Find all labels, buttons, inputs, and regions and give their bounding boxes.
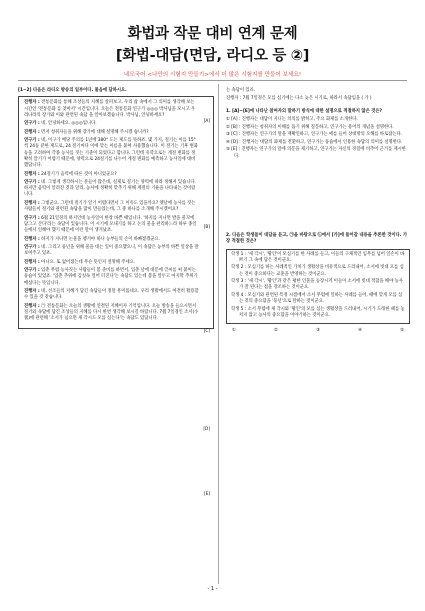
speaker-label: 진행자 : xyxy=(24,100,42,106)
dialogue-line xyxy=(24,289,199,302)
answer-choices xyxy=(226,328,410,334)
dialogue-line xyxy=(24,180,199,199)
page-number: - 1 - xyxy=(207,586,218,592)
passage-continuation: 는 속담이 있죠. xyxy=(226,88,256,93)
speaker-label: 연구가 : xyxy=(24,268,42,274)
dialogue-text: 그렇군요. 그런데 절기가 알기 어렵다면서 그 이유도 있을까요? 옛날에 농사를 짓는 사람들이 절기와 관련된 속담을 많이 만들었는데, 그 중 하나를 소개해 주시겠어요? xyxy=(24,200,196,213)
speaker-label: 진행자 : xyxy=(24,171,42,177)
dialogue-line xyxy=(24,130,199,136)
dialogue-line xyxy=(24,100,199,119)
choice-2[interactable]: ② xyxy=(274,327,278,333)
dialogue-line xyxy=(24,245,199,258)
dialogue-line xyxy=(24,138,199,169)
left-column xyxy=(18,88,214,498)
dialogue-text: ㉠ 전통문화는 오늘의 생활에 연결된 지혜이자 기억입니다. 오늘 방송을 들으시면서 절기와 속담에 담긴 조상들의 지혜를 다시 한번 생각해 보시길 바랍니다. 7월 7일경인 소서(小暑)에 관련해 '소서가 넘으면 새 각시도 모를 심는다'는 속담도 있답니다. xyxy=(24,303,199,322)
question-2-stem: 2. 다음은 학생들이 대담을 듣고, ㉠을 바탕으로 ㉡에서 [가]에 들어갈 내용을 추론한 것이다. 가장 적절한 것은? xyxy=(226,233,407,245)
student-statement: 학생 5 : 소서 무렵에 새 각시와 '황인'의 모를 심는 생활상을 드러내어, 시기가 도래한 때를 놓치지 않고 농사의 중요함을 이야기하는 것이군요. xyxy=(231,306,405,319)
page-title: 화법과 작문 대비 연계 문제 xyxy=(127,26,298,42)
section-label: [C] xyxy=(203,329,210,335)
column-divider xyxy=(218,84,219,584)
dialogue-text: 24절기가 음력에 따른 것이 아니었군요? xyxy=(41,171,117,177)
student-statement: 학생 3 : '새 각시', '황인'과 같은 평한 인물을 등장시켜 이들이 소서에 빗대 적합을 해야 농사가 잘 된다는 점을 강조하는 것이군요. xyxy=(231,279,403,291)
speaker-label: 진행자 : xyxy=(24,236,42,242)
student-statement: 학생 4 : 모심기와 관련된 특정 시점에서 소서 무렵에 일하는 사례를 들어, 때에 맞게 모를 심는 것의 중요함을 '풍년'으로 말하는 것이군요. xyxy=(231,293,403,305)
dialogue-text: 입춘 무렵 농사짓는 사람들이 봄 준비를 하면서, 입춘 날에 대문에 글씨를 써 붙이는 풍습이 있었죠. '입춘 추위에 김칫독 얼어 터진다'는 속담도 있는데 봄을 앞두고 마지막 추위가 매섭다는 뜻입니다. xyxy=(24,268,198,286)
speaker-label: 진행자 : xyxy=(24,303,42,309)
speaker-label: 진행자 : xyxy=(24,200,42,206)
speaker-label: 연구가 : xyxy=(24,244,42,250)
page-subtitle-heading: [화법-대담(면담, 라디오 등 ②] xyxy=(115,48,310,64)
question-1-stem: 1. [A]~[E]에 나타난 참여자의 말하기 방식에 대한 설명으로 적절하지 않은 것은? xyxy=(226,108,383,114)
passage-continuation-2: 진행자 : 7월 7일경은 모를 심기에는 다소 늦은 시기로, 따라서 속담임을 ( 가 ) xyxy=(226,96,372,102)
answer-option: ④ [D] : 진행자는 대담의 화제를 전환하고, 연구가는 풍습에서 인용한 속담의 의미를 설명한다. xyxy=(226,139,403,145)
dialogue-text: 네, 안녕하세요. ◎◎◎입니다. xyxy=(41,121,97,127)
question-group-heading: [1~2] 다음은 라디오 방송의 일부이다. 물음에 답하시오. xyxy=(18,88,127,93)
section-label: [E] xyxy=(203,492,210,498)
speaker-label: 연구가 : xyxy=(24,179,42,185)
dialogue-text: 네. 그리고 풍년을 위해 물을 대는 일이 중요했으니, 이 속담은 농부의 바쁜 일상을 잘 보여주고 있죠. xyxy=(24,244,199,257)
section-label: [D] xyxy=(203,427,210,433)
dialogue-line xyxy=(24,260,199,266)
section-label: [A] xyxy=(203,119,210,125)
answer-option: ⑤ [E] : 진행자는 연구가의 말에 의문을 제기하고, 연구가는 자신의 경험에 비추어 근거를 제시한다. xyxy=(226,147,406,159)
dialogue-line xyxy=(24,268,199,287)
header-divider xyxy=(18,80,407,81)
dialogue-line xyxy=(24,201,199,214)
dialogue-text: 아니요. 또 없어졌는데 무슨 뜻인지 설명해 주세요. xyxy=(41,259,136,265)
right-column xyxy=(226,88,410,334)
promo-text: 네모국어 <나만의 시험지 만들기>에서 더 많은 시험지를 만들어 보세요! xyxy=(123,72,302,78)
speaker-label: 연구가 : xyxy=(24,138,42,144)
question-2-box xyxy=(226,249,410,324)
choice-1[interactable]: ① xyxy=(232,327,236,333)
choice-3[interactable]: ③ xyxy=(316,327,320,333)
speaker-label: 진행자 : xyxy=(24,289,42,294)
answer-option: ② [B] : 진행자는 청취자의 이해를 돕기 위해 질문하고, 연구가는 용어의 개념을 설명한다. xyxy=(226,124,394,130)
dialogue-line xyxy=(24,237,199,243)
question-1-options xyxy=(226,117,410,160)
dialogue-text: 네, 선조들의 지혜가 담긴 속담들이 정말 흥미롭네요. 우리 생활에서도 여전히 활용할 수 있을 것 같습니다. xyxy=(24,289,199,301)
speaker-label: 진행자 : xyxy=(24,129,42,135)
dialogue-line xyxy=(24,216,199,235)
dialogue-text: 네, 이구가 배당 주의를 1년에 380° 도는 제도를 뜻하죠. 몇 가지, 절기는 이를 15°씩 24등 분한 제도로, 24 절기마다 이에 맞는 이름을 붙여 사용했습니다. 이 절기는 기후 변화 등을 고려하여 각종 농사를 짓는 기준이 되었다고 합니다. 그런데 유학으로는 계절 변화를 정확히 알기가 어렵기 때문에, 양력으로 24절기를 나누어 계절 변화를 예측하고 농사일에 대비했답니다. xyxy=(24,138,198,169)
dialogue-line xyxy=(24,121,199,127)
speaker-label: 연구가 : xyxy=(24,121,42,127)
dialogue-text: 전통문화를 통해 조상들의 지혜를 살펴보고, 우리 삶 속에서 그 의미를 생각해 보는 시간인 '전통문화 를 찾아서' 시간입니다. 오늘은 전통문화 연구가 ◎◎◎ 박사님을 모시고 우리나라의 장가와 이와 관련된 속담 을 알아보겠습니다. 박사님, 안녕하세요? xyxy=(24,100,196,118)
student-statement: 학생 2 : 모심기를 하는 사례적인 가치가 생활상을 비유적으로 드러내어, 소서에 빗대 모를 심는 것이 중요하다는 교훈을 반영하는 것이군요. xyxy=(231,265,404,277)
answer-option: ① [A] : 진행자는 대담이 지니는 의의를 밝히고, 주요 화제를 소개한다. xyxy=(226,117,358,123)
dialogue-line xyxy=(24,172,199,178)
answer-option: ③ [C] : 진행자는 연구가의 말을 재확인하고, 연구가는 예를 들어 상대방의 오해를 바로잡는다. xyxy=(226,132,403,138)
student-statement: 학생 1 : '새 각시', '황인'이 모심기를 한 사례를 들고, 이들의 구체적인 임무를 넘어 일손이 바쁘기 그 속에 담은 것이군요. xyxy=(231,251,405,263)
section-label: [B] xyxy=(203,225,210,231)
dialogue-line xyxy=(24,304,199,323)
speaker-label: 연구가 : xyxy=(24,215,42,221)
dialogue-text: 6월 21일경의 하지인데 농사일이 한창 바쁜 때입니다. '하지를 지나면 발을 물꼬에 담그고 산다'라는 속담이 있습니다. 이 시기에 모내기를 하고 논의 물을 관리하느라 하루 종일 들에서 일해야 했기 때문에 이런 말이 생겨났죠. xyxy=(24,215,197,234)
choice-4[interactable]: ④ xyxy=(358,327,362,333)
dialogue-text: 하지가 지나면 논물을 챙겨야 하니 농부들의 손이 바빠졌겠군요. xyxy=(41,236,161,242)
dialogue-text: 네. 그렇게 생각하시는 분들이 많은데, 실제로 절기는 양력에 따라 정해져 있습니다. 하지만 음력이 알려진 것과 달리, 농사에 정확히 맞추기 위해 계절의 기운을 나타내는 것이랍니다. xyxy=(24,179,196,198)
speaker-label: 진행자 : xyxy=(24,259,42,265)
passage-box xyxy=(18,96,214,498)
dialogue-text: 먼저 청취자들을 위해 장가에 대해 설명해 주시겠 습니까? xyxy=(41,129,149,135)
choice-5[interactable]: ⑤ xyxy=(400,327,404,333)
